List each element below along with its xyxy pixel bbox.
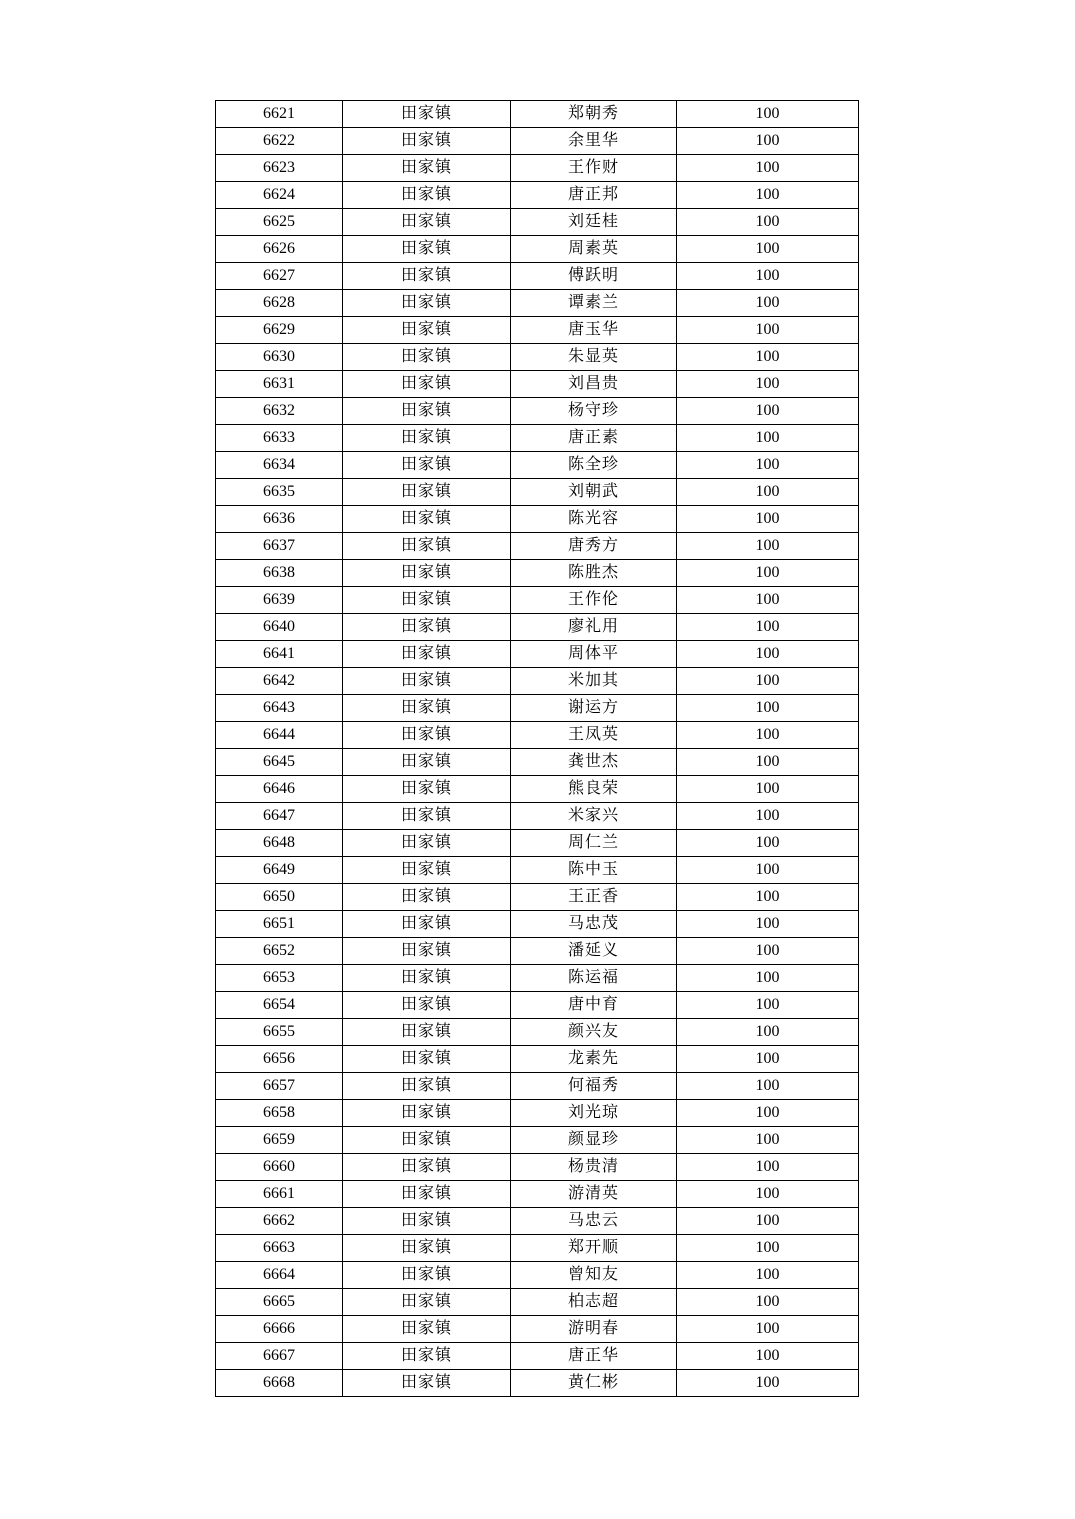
town-cell: 田家镇	[343, 1154, 511, 1181]
table-row	[216, 965, 859, 992]
amount-cell: 100	[677, 1181, 859, 1208]
serial-number-cell: 6621	[216, 101, 343, 128]
person-name-cell: 陈运福	[511, 965, 677, 992]
table-row	[216, 1235, 859, 1262]
person-name-cell: 龚世杰	[511, 749, 677, 776]
table-row	[216, 749, 859, 776]
person-name-cell: 唐玉华	[511, 317, 677, 344]
amount-cell: 100	[677, 965, 859, 992]
amount-cell: 100	[677, 533, 859, 560]
table-row	[216, 1154, 859, 1181]
town-cell: 田家镇	[343, 992, 511, 1019]
amount-cell: 100	[677, 1019, 859, 1046]
table-row	[216, 560, 859, 587]
town-cell: 田家镇	[343, 1262, 511, 1289]
roster-table	[215, 100, 859, 1397]
person-name-cell: 唐正素	[511, 425, 677, 452]
table-row	[216, 1046, 859, 1073]
town-cell: 田家镇	[343, 587, 511, 614]
serial-number-cell: 6624	[216, 182, 343, 209]
serial-number-cell: 6662	[216, 1208, 343, 1235]
serial-number-cell: 6631	[216, 371, 343, 398]
town-cell: 田家镇	[343, 533, 511, 560]
amount-cell: 100	[677, 1370, 859, 1397]
town-cell: 田家镇	[343, 101, 511, 128]
town-cell: 田家镇	[343, 1235, 511, 1262]
table-row	[216, 533, 859, 560]
amount-cell: 100	[677, 1289, 859, 1316]
table-row	[216, 182, 859, 209]
town-cell: 田家镇	[343, 1127, 511, 1154]
table-row	[216, 1127, 859, 1154]
amount-cell: 100	[677, 1208, 859, 1235]
amount-cell: 100	[677, 209, 859, 236]
town-cell: 田家镇	[343, 1046, 511, 1073]
person-name-cell: 傅跃明	[511, 263, 677, 290]
person-name-cell: 谭素兰	[511, 290, 677, 317]
person-name-cell: 刘光琼	[511, 1100, 677, 1127]
town-cell: 田家镇	[343, 695, 511, 722]
amount-cell: 100	[677, 1235, 859, 1262]
person-name-cell: 游明春	[511, 1316, 677, 1343]
table-row	[216, 722, 859, 749]
serial-number-cell: 6654	[216, 992, 343, 1019]
roster-table-body	[216, 101, 859, 1397]
serial-number-cell: 6651	[216, 911, 343, 938]
table-row	[216, 236, 859, 263]
table-row	[216, 884, 859, 911]
amount-cell: 100	[677, 1262, 859, 1289]
table-row	[216, 128, 859, 155]
serial-number-cell: 6659	[216, 1127, 343, 1154]
person-name-cell: 陈中玉	[511, 857, 677, 884]
amount-cell: 100	[677, 479, 859, 506]
town-cell: 田家镇	[343, 749, 511, 776]
table-row	[216, 830, 859, 857]
table-row	[216, 425, 859, 452]
serial-number-cell: 6660	[216, 1154, 343, 1181]
person-name-cell: 黄仁彬	[511, 1370, 677, 1397]
town-cell: 田家镇	[343, 803, 511, 830]
amount-cell: 100	[677, 1127, 859, 1154]
person-name-cell: 王作伦	[511, 587, 677, 614]
table-row	[216, 992, 859, 1019]
serial-number-cell: 6623	[216, 155, 343, 182]
serial-number-cell: 6661	[216, 1181, 343, 1208]
amount-cell: 100	[677, 830, 859, 857]
person-name-cell: 余里华	[511, 128, 677, 155]
amount-cell: 100	[677, 1073, 859, 1100]
table-row	[216, 317, 859, 344]
table-row	[216, 1370, 859, 1397]
person-name-cell: 周体平	[511, 641, 677, 668]
serial-number-cell: 6636	[216, 506, 343, 533]
amount-cell: 100	[677, 614, 859, 641]
amount-cell: 100	[677, 101, 859, 128]
serial-number-cell: 6622	[216, 128, 343, 155]
town-cell: 田家镇	[343, 911, 511, 938]
table-row	[216, 776, 859, 803]
person-name-cell: 熊良荣	[511, 776, 677, 803]
person-name-cell: 潘延义	[511, 938, 677, 965]
person-name-cell: 唐正华	[511, 1343, 677, 1370]
town-cell: 田家镇	[343, 1100, 511, 1127]
serial-number-cell: 6656	[216, 1046, 343, 1073]
serial-number-cell: 6626	[216, 236, 343, 263]
table-row	[216, 506, 859, 533]
amount-cell: 100	[677, 1046, 859, 1073]
table-row	[216, 452, 859, 479]
amount-cell: 100	[677, 425, 859, 452]
town-cell: 田家镇	[343, 155, 511, 182]
person-name-cell: 刘昌贵	[511, 371, 677, 398]
town-cell: 田家镇	[343, 263, 511, 290]
town-cell: 田家镇	[343, 1181, 511, 1208]
serial-number-cell: 6664	[216, 1262, 343, 1289]
town-cell: 田家镇	[343, 236, 511, 263]
amount-cell: 100	[677, 884, 859, 911]
person-name-cell: 郑朝秀	[511, 101, 677, 128]
amount-cell: 100	[677, 722, 859, 749]
serial-number-cell: 6643	[216, 695, 343, 722]
person-name-cell: 游清英	[511, 1181, 677, 1208]
serial-number-cell: 6640	[216, 614, 343, 641]
serial-number-cell: 6629	[216, 317, 343, 344]
serial-number-cell: 6665	[216, 1289, 343, 1316]
table-row	[216, 614, 859, 641]
table-row	[216, 1181, 859, 1208]
table-row	[216, 587, 859, 614]
serial-number-cell: 6667	[216, 1343, 343, 1370]
town-cell: 田家镇	[343, 290, 511, 317]
amount-cell: 100	[677, 857, 859, 884]
person-name-cell: 廖礼用	[511, 614, 677, 641]
serial-number-cell: 6655	[216, 1019, 343, 1046]
table-row	[216, 1073, 859, 1100]
town-cell: 田家镇	[343, 1370, 511, 1397]
person-name-cell: 郑开顺	[511, 1235, 677, 1262]
person-name-cell: 刘廷桂	[511, 209, 677, 236]
person-name-cell: 唐正邦	[511, 182, 677, 209]
town-cell: 田家镇	[343, 857, 511, 884]
amount-cell: 100	[677, 695, 859, 722]
person-name-cell: 杨守珍	[511, 398, 677, 425]
table-row	[216, 1289, 859, 1316]
town-cell: 田家镇	[343, 722, 511, 749]
town-cell: 田家镇	[343, 182, 511, 209]
table-row	[216, 1019, 859, 1046]
serial-number-cell: 6666	[216, 1316, 343, 1343]
serial-number-cell: 6627	[216, 263, 343, 290]
person-name-cell: 何福秀	[511, 1073, 677, 1100]
serial-number-cell: 6663	[216, 1235, 343, 1262]
amount-cell: 100	[677, 371, 859, 398]
table-row	[216, 263, 859, 290]
town-cell: 田家镇	[343, 1208, 511, 1235]
amount-cell: 100	[677, 1316, 859, 1343]
town-cell: 田家镇	[343, 344, 511, 371]
town-cell: 田家镇	[343, 668, 511, 695]
serial-number-cell: 6633	[216, 425, 343, 452]
table-row	[216, 344, 859, 371]
person-name-cell: 米家兴	[511, 803, 677, 830]
serial-number-cell: 6658	[216, 1100, 343, 1127]
amount-cell: 100	[677, 803, 859, 830]
amount-cell: 100	[677, 317, 859, 344]
town-cell: 田家镇	[343, 1343, 511, 1370]
serial-number-cell: 6638	[216, 560, 343, 587]
town-cell: 田家镇	[343, 452, 511, 479]
town-cell: 田家镇	[343, 128, 511, 155]
town-cell: 田家镇	[343, 425, 511, 452]
table-row	[216, 695, 859, 722]
amount-cell: 100	[677, 398, 859, 425]
table-row	[216, 371, 859, 398]
town-cell: 田家镇	[343, 776, 511, 803]
person-name-cell: 王凤英	[511, 722, 677, 749]
amount-cell: 100	[677, 236, 859, 263]
serial-number-cell: 6639	[216, 587, 343, 614]
serial-number-cell: 6635	[216, 479, 343, 506]
person-name-cell: 王作财	[511, 155, 677, 182]
serial-number-cell: 6652	[216, 938, 343, 965]
town-cell: 田家镇	[343, 317, 511, 344]
town-cell: 田家镇	[343, 830, 511, 857]
town-cell: 田家镇	[343, 371, 511, 398]
serial-number-cell: 6634	[216, 452, 343, 479]
town-cell: 田家镇	[343, 641, 511, 668]
serial-number-cell: 6649	[216, 857, 343, 884]
serial-number-cell: 6641	[216, 641, 343, 668]
table-row	[216, 938, 859, 965]
serial-number-cell: 6653	[216, 965, 343, 992]
table-row	[216, 1208, 859, 1235]
amount-cell: 100	[677, 506, 859, 533]
amount-cell: 100	[677, 128, 859, 155]
person-name-cell: 朱显英	[511, 344, 677, 371]
serial-number-cell: 6650	[216, 884, 343, 911]
amount-cell: 100	[677, 587, 859, 614]
serial-number-cell: 6646	[216, 776, 343, 803]
serial-number-cell: 6648	[216, 830, 343, 857]
table-row	[216, 1100, 859, 1127]
person-name-cell: 陈全珍	[511, 452, 677, 479]
person-name-cell: 颜显珍	[511, 1127, 677, 1154]
person-name-cell: 周素英	[511, 236, 677, 263]
town-cell: 田家镇	[343, 965, 511, 992]
town-cell: 田家镇	[343, 479, 511, 506]
amount-cell: 100	[677, 1154, 859, 1181]
person-name-cell: 周仁兰	[511, 830, 677, 857]
table-row	[216, 290, 859, 317]
table-row	[216, 857, 859, 884]
serial-number-cell: 6632	[216, 398, 343, 425]
person-name-cell: 唐中育	[511, 992, 677, 1019]
amount-cell: 100	[677, 344, 859, 371]
person-name-cell: 米加其	[511, 668, 677, 695]
table-row	[216, 1262, 859, 1289]
amount-cell: 100	[677, 452, 859, 479]
serial-number-cell: 6647	[216, 803, 343, 830]
serial-number-cell: 6630	[216, 344, 343, 371]
amount-cell: 100	[677, 560, 859, 587]
table-row	[216, 1343, 859, 1370]
person-name-cell: 王正香	[511, 884, 677, 911]
town-cell: 田家镇	[343, 1019, 511, 1046]
table-row	[216, 641, 859, 668]
person-name-cell: 陈光容	[511, 506, 677, 533]
table-row	[216, 1316, 859, 1343]
town-cell: 田家镇	[343, 1289, 511, 1316]
town-cell: 田家镇	[343, 884, 511, 911]
amount-cell: 100	[677, 290, 859, 317]
serial-number-cell: 6657	[216, 1073, 343, 1100]
town-cell: 田家镇	[343, 1316, 511, 1343]
amount-cell: 100	[677, 182, 859, 209]
person-name-cell: 龙素先	[511, 1046, 677, 1073]
amount-cell: 100	[677, 938, 859, 965]
town-cell: 田家镇	[343, 1073, 511, 1100]
person-name-cell: 陈胜杰	[511, 560, 677, 587]
amount-cell: 100	[677, 1343, 859, 1370]
table-row	[216, 911, 859, 938]
person-name-cell: 曾知友	[511, 1262, 677, 1289]
person-name-cell: 颜兴友	[511, 1019, 677, 1046]
person-name-cell: 唐秀方	[511, 533, 677, 560]
amount-cell: 100	[677, 992, 859, 1019]
table-row	[216, 398, 859, 425]
town-cell: 田家镇	[343, 614, 511, 641]
person-name-cell: 马忠茂	[511, 911, 677, 938]
serial-number-cell: 6644	[216, 722, 343, 749]
amount-cell: 100	[677, 776, 859, 803]
serial-number-cell: 6645	[216, 749, 343, 776]
table-row	[216, 668, 859, 695]
serial-number-cell: 6668	[216, 1370, 343, 1397]
table-row	[216, 803, 859, 830]
amount-cell: 100	[677, 1100, 859, 1127]
table-row	[216, 101, 859, 128]
amount-cell: 100	[677, 641, 859, 668]
serial-number-cell: 6637	[216, 533, 343, 560]
serial-number-cell: 6642	[216, 668, 343, 695]
table-row	[216, 209, 859, 236]
town-cell: 田家镇	[343, 398, 511, 425]
town-cell: 田家镇	[343, 209, 511, 236]
amount-cell: 100	[677, 749, 859, 776]
amount-cell: 100	[677, 668, 859, 695]
person-name-cell: 刘朝武	[511, 479, 677, 506]
amount-cell: 100	[677, 263, 859, 290]
town-cell: 田家镇	[343, 506, 511, 533]
town-cell: 田家镇	[343, 938, 511, 965]
amount-cell: 100	[677, 155, 859, 182]
table-row	[216, 155, 859, 182]
serial-number-cell: 6625	[216, 209, 343, 236]
person-name-cell: 马忠云	[511, 1208, 677, 1235]
serial-number-cell: 6628	[216, 290, 343, 317]
person-name-cell: 杨贵清	[511, 1154, 677, 1181]
amount-cell: 100	[677, 911, 859, 938]
town-cell: 田家镇	[343, 560, 511, 587]
person-name-cell: 谢运方	[511, 695, 677, 722]
table-row	[216, 479, 859, 506]
person-name-cell: 柏志超	[511, 1289, 677, 1316]
